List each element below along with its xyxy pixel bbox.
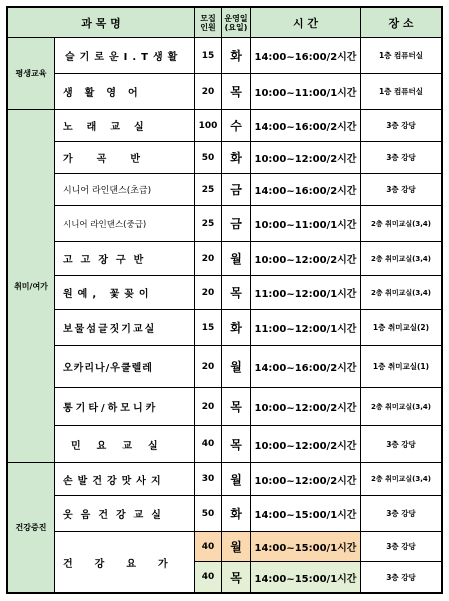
place-cell bbox=[361, 206, 441, 242]
course-name: 건강요가 bbox=[63, 558, 190, 570]
day-value: 월 bbox=[230, 472, 242, 487]
place-value: 2층 취미교실(3,4) bbox=[371, 219, 431, 228]
capacity-value: 15 bbox=[201, 50, 215, 61]
course-name: 시니어 라인댄스(중급) bbox=[63, 219, 147, 230]
time-cell bbox=[251, 206, 361, 242]
place-value: 2층 취미교실(3,4) bbox=[371, 288, 431, 297]
time-value: 14:00~16:00/2시간 bbox=[254, 122, 357, 133]
course-name: 가곡반 bbox=[63, 154, 164, 165]
course-name: 보물섬글짓기교실 bbox=[63, 324, 157, 335]
capacity-value: 50 bbox=[201, 508, 215, 519]
day-cell bbox=[222, 562, 251, 592]
time-value: 10:00~12:00/2시간 bbox=[254, 475, 357, 487]
time-value: 10:00~12:00/2시간 bbox=[254, 403, 357, 414]
course-name: 오카리나/우쿨렐레 bbox=[63, 363, 153, 374]
table-row-name bbox=[55, 38, 195, 74]
capacity-cell bbox=[195, 426, 222, 463]
capacity-cell bbox=[195, 174, 222, 206]
place-cell bbox=[361, 463, 441, 496]
capacity-cell bbox=[195, 388, 222, 426]
capacity-value: 50 bbox=[201, 152, 215, 163]
table-row-name bbox=[55, 388, 195, 426]
time-value: 14:00~16:00/2시간 bbox=[254, 52, 357, 63]
capacity-cell bbox=[195, 206, 222, 242]
place-value: 3층 강당 bbox=[386, 572, 416, 582]
place-cell bbox=[361, 276, 441, 310]
time-cell bbox=[251, 532, 361, 562]
day-cell bbox=[222, 38, 251, 74]
place-cell bbox=[361, 110, 441, 142]
time-value: 10:00~11:00/1시간 bbox=[254, 88, 357, 99]
time-value: 14:00~15:00/1시간 bbox=[254, 543, 357, 554]
capacity-cell bbox=[195, 142, 222, 174]
time-value: 11:00~12:00/1시간 bbox=[254, 324, 357, 335]
day-value: 목 bbox=[230, 437, 242, 452]
place-value: 3층 강당 bbox=[386, 153, 416, 162]
time-cell bbox=[251, 110, 361, 142]
course-name: 손발건강맛사지 bbox=[63, 475, 166, 487]
time-cell bbox=[251, 174, 361, 206]
header-capacity bbox=[195, 8, 222, 38]
place-cell bbox=[361, 142, 441, 174]
table-row-name bbox=[55, 276, 195, 310]
table-row-name bbox=[55, 496, 195, 532]
header-place bbox=[361, 8, 441, 38]
table-row-name bbox=[55, 463, 195, 496]
time-cell bbox=[251, 38, 361, 74]
course-name: 생활영어 bbox=[63, 88, 150, 99]
day-cell bbox=[222, 74, 251, 110]
header-program-text: 과 목 명 bbox=[81, 16, 121, 30]
time-cell bbox=[251, 388, 361, 426]
course-name: 시니어 라인댄스(초급) bbox=[63, 186, 152, 196]
capacity-cell bbox=[195, 562, 222, 592]
program-schedule-table bbox=[6, 6, 443, 594]
capacity-value: 20 bbox=[201, 86, 215, 97]
day-cell bbox=[222, 110, 251, 142]
header-day-text: 운영일 (요일) bbox=[224, 13, 248, 32]
day-value: 목 bbox=[230, 570, 242, 585]
place-cell bbox=[361, 496, 441, 532]
place-value: 2층 취미교실(3,4) bbox=[371, 475, 431, 483]
header-program bbox=[8, 8, 195, 38]
day-cell bbox=[222, 276, 251, 310]
place-value: 3층 강당 bbox=[386, 542, 416, 551]
day-value: 수 bbox=[230, 119, 242, 133]
time-cell bbox=[251, 463, 361, 496]
time-cell bbox=[251, 310, 361, 346]
category-health-text: 건강증진 bbox=[15, 523, 47, 532]
table-row-name bbox=[55, 426, 195, 463]
time-cell bbox=[251, 426, 361, 463]
time-value: 10:00~12:00/2시간 bbox=[254, 154, 357, 165]
course-name: 원예, 꽃꽂이 bbox=[63, 289, 154, 300]
time-cell bbox=[251, 562, 361, 592]
time-cell bbox=[251, 74, 361, 110]
day-cell bbox=[222, 532, 251, 562]
capacity-value: 20 bbox=[201, 287, 215, 298]
day-cell bbox=[222, 142, 251, 174]
capacity-value: 25 bbox=[201, 184, 215, 195]
day-cell bbox=[222, 242, 251, 276]
day-value: 월 bbox=[230, 360, 242, 374]
table-row-name bbox=[55, 242, 195, 276]
capacity-value: 40 bbox=[201, 439, 215, 449]
header-time-text: 시 간 bbox=[292, 16, 319, 30]
time-cell bbox=[251, 496, 361, 532]
capacity-value: 20 bbox=[201, 361, 215, 372]
time-value: 14:00~16:00/2시간 bbox=[254, 363, 357, 374]
capacity-cell bbox=[195, 74, 222, 110]
place-cell bbox=[361, 532, 441, 562]
category-lifelong-education-text: 평생교육 bbox=[15, 69, 47, 78]
capacity-cell bbox=[195, 276, 222, 310]
place-value: 3층 강당 bbox=[386, 185, 416, 194]
table-row-name bbox=[55, 74, 195, 110]
day-value: 금 bbox=[230, 183, 242, 197]
place-cell bbox=[361, 426, 441, 463]
category-hobby-leisure bbox=[8, 110, 55, 463]
category-health bbox=[8, 463, 55, 592]
time-cell bbox=[251, 242, 361, 276]
time-value: 10:00~11:00/1시간 bbox=[254, 220, 357, 231]
capacity-value: 40 bbox=[201, 541, 215, 552]
place-value: 2층 취미교실(3,4) bbox=[371, 402, 431, 411]
place-value: 1층 취미교실(1) bbox=[372, 362, 430, 371]
day-value: 화 bbox=[230, 507, 242, 521]
place-value: 1층 컴퓨터실 bbox=[378, 87, 424, 96]
course-name: 노래교실 bbox=[63, 122, 158, 133]
table-row-name bbox=[55, 110, 195, 142]
table-row-name bbox=[55, 346, 195, 388]
place-cell bbox=[361, 562, 441, 592]
time-value: 10:00~12:00/2시간 bbox=[254, 255, 357, 266]
capacity-value: 40 bbox=[201, 572, 215, 582]
table-row-name bbox=[55, 142, 195, 174]
time-value: 10:00~12:00/2시간 bbox=[254, 440, 357, 452]
day-value: 월 bbox=[230, 540, 242, 554]
day-value: 화 bbox=[230, 321, 242, 335]
table-row-name bbox=[55, 310, 195, 346]
capacity-cell bbox=[195, 346, 222, 388]
day-cell bbox=[222, 426, 251, 463]
place-cell bbox=[361, 388, 441, 426]
place-value: 1층 컴퓨터실 bbox=[378, 51, 424, 60]
capacity-value: 15 bbox=[201, 322, 215, 333]
day-value: 월 bbox=[230, 252, 242, 266]
place-cell bbox=[361, 242, 441, 276]
header-time bbox=[251, 8, 361, 38]
place-value: 3층 강당 bbox=[386, 509, 416, 518]
course-name: 민요교실 bbox=[71, 440, 174, 452]
capacity-cell bbox=[195, 310, 222, 346]
capacity-value: 30 bbox=[201, 474, 215, 484]
day-cell bbox=[222, 496, 251, 532]
place-value: 3층 강당 bbox=[386, 439, 416, 449]
capacity-value: 20 bbox=[201, 253, 215, 264]
day-value: 목 bbox=[230, 400, 242, 414]
course-name: 슬기로운I.T생활 bbox=[65, 52, 183, 63]
course-name: 통기타/하모니카 bbox=[63, 403, 159, 414]
day-cell bbox=[222, 310, 251, 346]
table-row-name bbox=[55, 206, 195, 242]
day-value: 화 bbox=[230, 151, 242, 165]
header-capacity-text: 모집 인원 bbox=[200, 13, 216, 32]
day-value: 목 bbox=[230, 286, 242, 300]
day-value: 목 bbox=[230, 85, 242, 99]
capacity-cell bbox=[195, 496, 222, 532]
time-value: 14:00~16:00/2시간 bbox=[254, 186, 357, 197]
capacity-value: 20 bbox=[201, 401, 215, 412]
course-name: 웃음건강교실 bbox=[63, 510, 169, 521]
place-value: 3층 강당 bbox=[386, 121, 416, 130]
time-value: 14:00~15:00/1시간 bbox=[254, 510, 357, 521]
capacity-cell bbox=[195, 242, 222, 276]
place-cell bbox=[361, 174, 441, 206]
day-cell bbox=[222, 346, 251, 388]
capacity-cell bbox=[195, 110, 222, 142]
place-cell bbox=[361, 346, 441, 388]
place-cell bbox=[361, 38, 441, 74]
time-cell bbox=[251, 142, 361, 174]
category-lifelong-education bbox=[8, 38, 55, 110]
day-value: 화 bbox=[230, 49, 242, 63]
day-cell bbox=[222, 463, 251, 496]
place-cell bbox=[361, 74, 441, 110]
day-cell bbox=[222, 206, 251, 242]
header-place-text: 장 소 bbox=[388, 16, 414, 30]
time-value: 11:00~12:00/1시간 bbox=[254, 289, 357, 300]
day-cell bbox=[222, 388, 251, 426]
place-value: 1층 취미교실(2) bbox=[372, 323, 430, 332]
day-cell bbox=[222, 174, 251, 206]
capacity-value: 25 bbox=[201, 218, 215, 229]
capacity-cell bbox=[195, 532, 222, 562]
table-row-name bbox=[55, 174, 195, 206]
place-value: 2층 취미교실(3,4) bbox=[371, 254, 431, 263]
capacity-cell bbox=[195, 463, 222, 496]
course-name: 고고장구반 bbox=[63, 255, 152, 266]
day-value: 금 bbox=[230, 217, 242, 231]
time-cell bbox=[251, 346, 361, 388]
place-cell bbox=[361, 310, 441, 346]
capacity-value: 100 bbox=[198, 120, 218, 131]
header-day bbox=[222, 8, 251, 38]
time-value: 14:00~15:00/1시간 bbox=[254, 573, 357, 585]
table-row-name bbox=[55, 532, 195, 592]
capacity-cell bbox=[195, 38, 222, 74]
time-cell bbox=[251, 276, 361, 310]
category-hobby-leisure-text: 취미/여가 bbox=[14, 281, 48, 291]
